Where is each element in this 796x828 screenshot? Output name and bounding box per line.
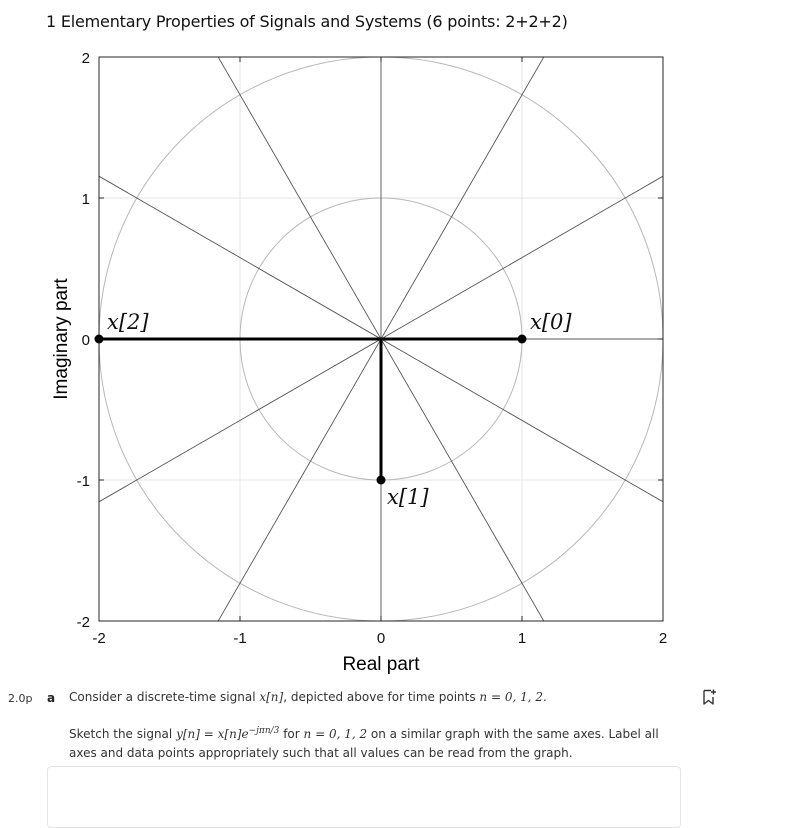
question-line-2: [69, 722, 689, 763]
q2-exponent: −jπn/3: [248, 726, 280, 736]
x-axis-label: Real part: [342, 654, 420, 675]
data-point-label: x[0]: [530, 310, 572, 334]
axis-ticks: [77, 50, 668, 647]
q2-times: n = 0, 1, 2: [303, 727, 368, 741]
part-letter: a: [47, 691, 56, 705]
x-tick-label: 0: [376, 630, 386, 647]
data-point: [95, 335, 104, 344]
data-stems: [95, 310, 573, 509]
x-tick-label: -2: [92, 630, 106, 647]
data-point-label: x[2]: [107, 310, 149, 334]
y-axis-label: Imaginary part: [51, 278, 72, 400]
data-point: [518, 335, 527, 344]
y-tick-label: 1: [81, 191, 90, 208]
points-badge: 2.0p: [8, 692, 33, 705]
q2-text-c: on a similar graph with the same axes. Label all axes and data points appropriately such that all values can be read from the graph.: [69, 727, 659, 760]
bookmark-add-icon[interactable]: [700, 688, 718, 706]
question-line-1: [69, 690, 547, 704]
y-tick-label: 2: [81, 50, 90, 67]
x-tick-label: 1: [517, 630, 527, 647]
y-tick-label: 0: [81, 332, 90, 349]
data-point: [377, 476, 386, 485]
x-tick-label: -1: [233, 630, 247, 647]
q1-text-b: , depicted above for time points: [283, 690, 480, 704]
q2-text-a: Sketch the signal: [69, 727, 177, 741]
q1-text-a: Consider a discrete-time signal: [69, 690, 260, 704]
q2-text-b: for: [279, 727, 304, 741]
y-tick-label: -2: [76, 614, 90, 631]
question-title: 1 Elementary Properties of Signals and Systems (6 points: 2+2+2): [46, 12, 568, 31]
q2-signal: y[n] = x[n]e: [176, 727, 249, 741]
y-tick-label: -1: [76, 473, 90, 490]
q1-times: n = 0, 1, 2.: [479, 690, 547, 704]
answer-input-box[interactable]: [47, 766, 681, 828]
q1-signal: x[n]: [259, 690, 284, 704]
x-tick-label: 2: [658, 630, 668, 647]
data-point-label: x[1]: [387, 485, 429, 509]
